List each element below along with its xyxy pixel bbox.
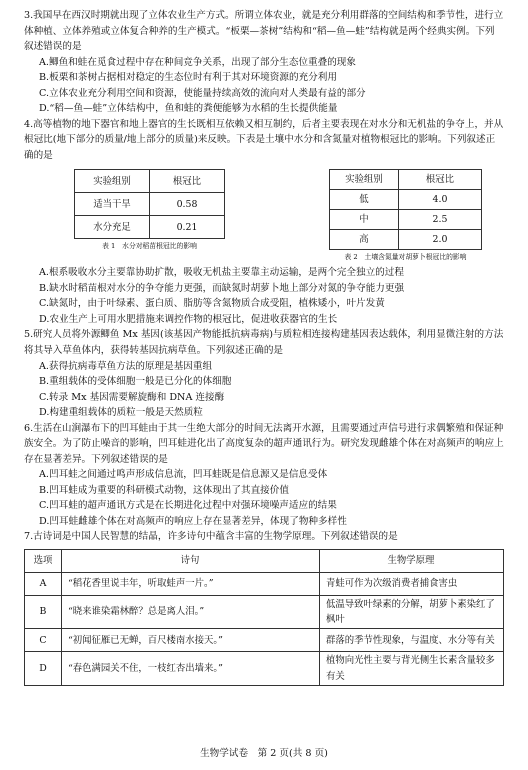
- table-1-cell: 0.21: [150, 216, 225, 239]
- question-5-option-a: A.获得抗病毒草鱼方法的原理是基因重组: [39, 360, 213, 372]
- question-4-option-a: A.根系吸收水分主要靠协助扩散，吸收无机盐主要靠主动运输，是两个完全独立的过程: [39, 267, 404, 279]
- table-2-caption: 表 2 土壤含氮量对胡萝卜根冠比的影响: [344, 253, 467, 262]
- table-2: [329, 169, 482, 250]
- question-7-stem: 7.古诗词是中国人民智慧的结晶，许多诗句中蕴含丰富的生物学原理。下列叙述错误的是: [24, 531, 398, 543]
- table-1-cell: 适当干旱: [75, 193, 150, 216]
- table-1-wrapper: [74, 169, 225, 263]
- table-1-cell: 0.58: [150, 193, 225, 216]
- question-3: [24, 8, 504, 117]
- question-7-option-letter: D: [25, 652, 62, 685]
- question-3-option-b: B.板栗和茶树占据相对稳定的生态位时有利于其对环境资源的充分利用: [39, 72, 337, 84]
- page-footer: 生物学试卷 第 2 页(共 8 页): [200, 748, 328, 759]
- question-7-option-letter: B: [25, 595, 62, 628]
- question-7-principle: 青蛙可作为次级消费者捕食害虫: [320, 572, 504, 595]
- table-2-header-row: [330, 170, 482, 190]
- table-row: [330, 190, 482, 210]
- table-row: [25, 652, 504, 685]
- table-row: [75, 216, 225, 239]
- table-2-cell: 2.5: [399, 210, 482, 230]
- question-6-option-a: A.凹耳蛙之间通过鸣声形成信息流，凹耳蛙既是信息源又是信息受体: [39, 469, 328, 481]
- question-4-option-c: C.缺氮时，由于叶绿素、蛋白质、脂肪等含氮物质合成受阻，植株矮小，叶片发黄: [39, 298, 385, 310]
- question-5-stem: 5.研究人员将外源鲫鱼 Mx 基因(该基因产物能抵抗病毒病)与质粒相连接构建基因表达载体，利用显微注射的方法将其导入草鱼体内，获得转基因抗病草鱼。下列叙述正确的是: [24, 329, 504, 356]
- table-row: [75, 193, 225, 216]
- table-2-cell: 2.0: [399, 230, 482, 250]
- table-row: [25, 595, 504, 628]
- question-7-header-row: [25, 549, 504, 572]
- question-7-principle: 群落的季节性现象，与温度、水分等有关: [320, 629, 504, 652]
- table-1: [74, 169, 225, 239]
- question-3-option-a: A.鲫鱼和蛙在觅食过程中存在种间竞争关系，出现了部分生态位重叠的现象: [39, 56, 356, 68]
- question-7-option-letter: C: [25, 629, 62, 652]
- table-2-header-group: 实验组别: [330, 170, 399, 190]
- question-7-option-letter: A: [25, 572, 62, 595]
- table-2-header-ratio: 根冠比: [399, 170, 482, 190]
- question-6-option-d: D.凹耳蛙雌雄个体在对高频声的响应上存在显著差异，体现了物种多样性: [39, 515, 347, 527]
- question-6-option-c: C.凹耳蛙的超声通讯方式是在长期进化过程中对强环境噪声适应的结果: [39, 500, 337, 512]
- table-row: [330, 230, 482, 250]
- table-1-header-group: 实验组别: [75, 170, 150, 193]
- table-2-cell: 低: [330, 190, 399, 210]
- table-1-cell: 水分充足: [75, 216, 150, 239]
- question-6-option-b: B.凹耳蛙成为重要的科研模式动物，这体现出了其直接价值: [39, 484, 289, 496]
- question-4-tables: [74, 169, 482, 263]
- question-7-header-option: 选项: [25, 549, 62, 572]
- question-7-header-principle: 生物学原理: [320, 549, 504, 572]
- question-6: [24, 421, 504, 530]
- table-row: [330, 210, 482, 230]
- table-2-cell: 高: [330, 230, 399, 250]
- question-5: [24, 327, 504, 420]
- question-4: [24, 117, 504, 328]
- question-5-option-b: B.重组载体的受体细胞一般是已分化的体细胞: [39, 376, 232, 388]
- question-7-principle: 低温导致叶绿素的分解，胡萝卜素染红了枫叶: [320, 595, 504, 628]
- table-row: [25, 629, 504, 652]
- table-1-caption: 表 1 水分对稻苗根冠比的影响: [102, 242, 197, 251]
- question-4-option-b: B.缺水时稻苗根对水分的争夺能力更强，而缺氮时胡萝卜地上部分对氮的争夺能力更强: [39, 282, 405, 294]
- question-7-table: [24, 549, 504, 686]
- question-7-poem: “稻花香里说丰年，听取蛙声一片。”: [62, 572, 320, 595]
- table-2-cell: 4.0: [399, 190, 482, 210]
- question-6-stem: 6.生活在山涧瀑布下的凹耳蛙由于其一生绝大部分的时间无法离开水源，且需要通过声信号进行求偶繁殖和保证种族安全。为了防止噪音的影响，凹耳蛙进化出了高度复杂的超声通讯行为。研究发现雌雄个体在对高频声的响应上存在显著差异。下列叙述错误的是: [24, 422, 504, 465]
- question-5-option-d: D.构建重组载体的质粒一般是天然质粒: [39, 407, 203, 419]
- question-7-poem: “晓来谁染霜林醉？总是离人泪。”: [62, 595, 320, 628]
- table-2-cell: 中: [330, 210, 399, 230]
- question-7-poem: “春色满园关不住，一枝红杏出墙来。”: [62, 652, 320, 685]
- question-3-option-c: C.立体农业充分利用空间和资源，使能量持续高效的流向对人类最有益的部分: [39, 87, 366, 99]
- question-7-poem: “初闻征雁已无蝉，百尺楼南水接天。”: [62, 629, 320, 652]
- table-1-header-row: [75, 170, 225, 193]
- question-5-option-c: C.转录 Mx 基因需要解旋酶和 DNA 连接酶: [39, 391, 225, 403]
- table-1-header-ratio: 根冠比: [150, 170, 225, 193]
- table-2-wrapper: [329, 169, 482, 263]
- question-4-option-d: D.农业生产上可用水肥措施来调控作物的根冠比，促进收获器官的生长: [39, 313, 338, 325]
- question-3-stem: 3.我国早在西汉时期就出现了立体农业生产方式。所谓立体农业，就是充分利用群落的空间结构和季节性，进行立体种植、立体养殖或立体复合种养的生产模式。“板栗—茶树”结构和“稻—鱼—蛙”结构就是两个经典实例。下列叙述错误的是: [24, 10, 504, 53]
- question-4-stem: 4.高等植物的地下器官和地上器官的生长既相互依赖又相互制约，后者主要表现在对水分和无机盐的争夺上，并从根冠比(地下部分的质量/地上部分的质量)来反映。下表是土壤中水分和含氮量对植物根冠比的影响。下列叙述正确的是: [24, 118, 504, 161]
- table-row: [25, 572, 504, 595]
- question-7: [24, 529, 504, 685]
- question-7-header-poem: 诗句: [62, 549, 320, 572]
- question-7-principle: 植物向光性主要与背光侧生长素含量较多有关: [320, 652, 504, 685]
- question-3-option-d: D.“稻—鱼—蛙”立体结构中，鱼和蛙的粪便能够为水稻的生长提供能量: [39, 103, 338, 115]
